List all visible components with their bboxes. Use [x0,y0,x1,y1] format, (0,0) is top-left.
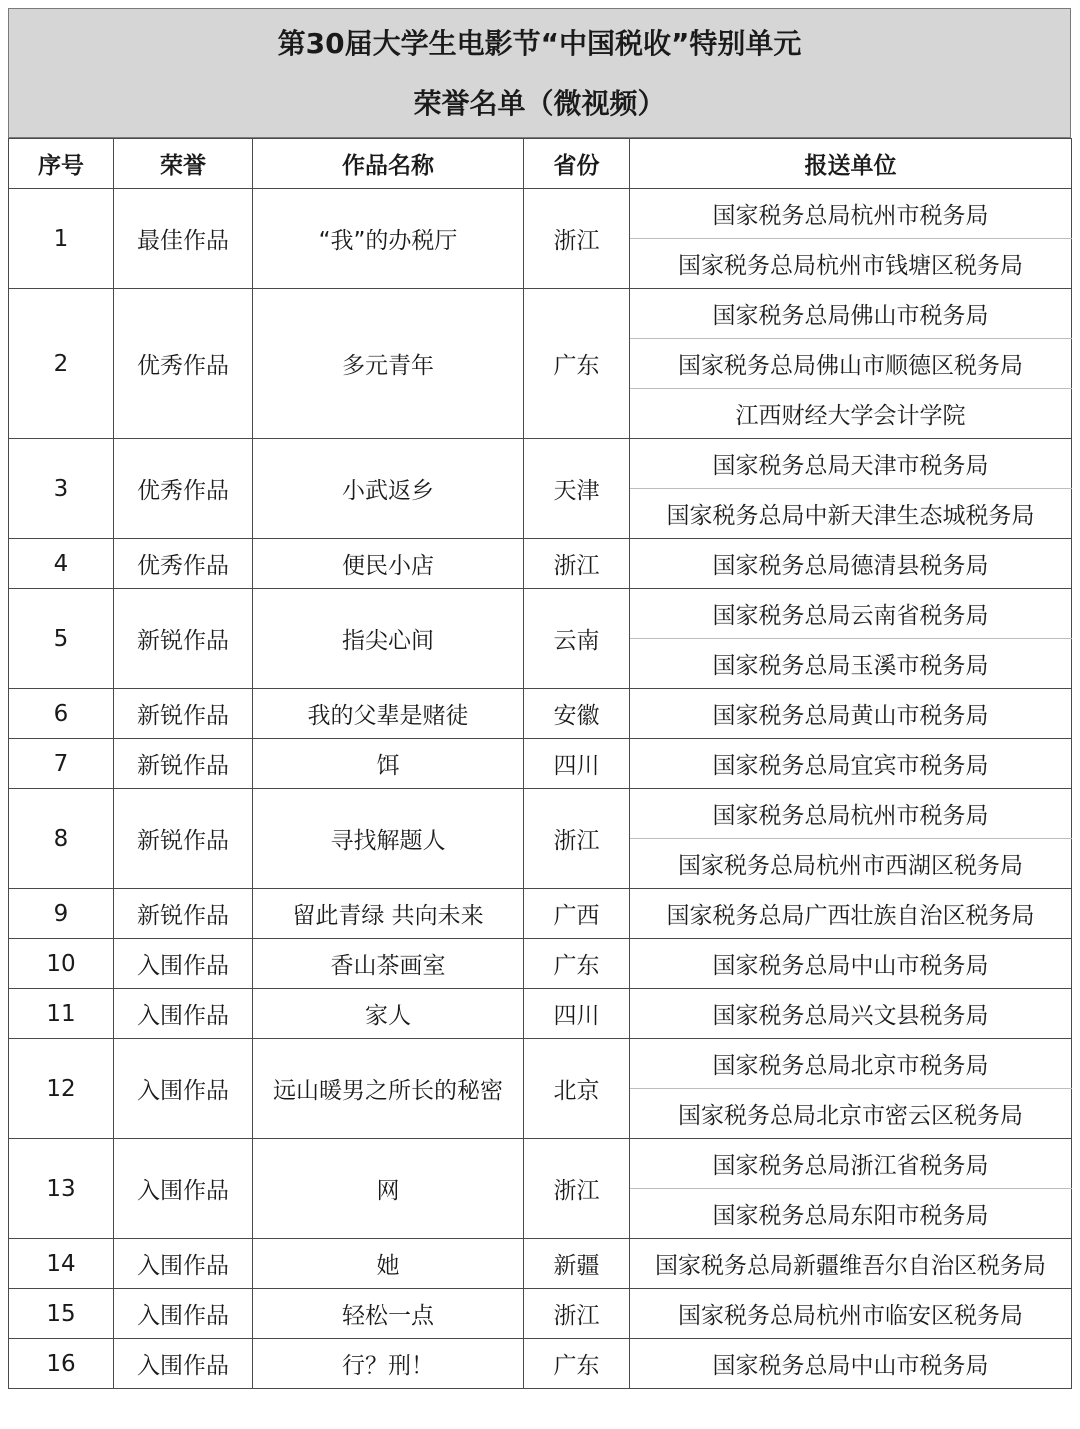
cell-work: 指尖心间 [253,589,524,689]
cell-unit: 国家税务总局杭州市税务局 [630,789,1072,839]
cell-unit: 国家税务总局天津市税务局 [630,439,1072,489]
cell-unit: 江西财经大学会计学院 [630,389,1072,439]
cell-province: 四川 [524,989,630,1039]
cell-province: 浙江 [524,789,630,889]
cell-unit: 国家税务总局中山市税务局 [630,1339,1072,1389]
cell-honor: 入围作品 [114,1289,253,1339]
cell-province: 浙江 [524,539,630,589]
cell-province: 安徽 [524,689,630,739]
cell-unit: 国家税务总局新疆维吾尔自治区税务局 [630,1239,1072,1289]
cell-no: 12 [9,1039,114,1139]
cell-no: 3 [9,439,114,539]
cell-unit: 国家税务总局德清县税务局 [630,539,1072,589]
cell-no: 1 [9,189,114,289]
cell-no: 6 [9,689,114,739]
cell-unit: 国家税务总局云南省税务局 [630,589,1072,639]
cell-honor: 入围作品 [114,989,253,1039]
cell-no: 7 [9,739,114,789]
cell-no: 2 [9,289,114,439]
cell-honor: 新锐作品 [114,739,253,789]
table-row [9,739,1072,789]
cell-unit: 国家税务总局佛山市税务局 [630,289,1072,339]
cell-work: 多元青年 [253,289,524,439]
cell-no: 5 [9,589,114,689]
cell-unit: 国家税务总局杭州市税务局 [630,189,1072,239]
honor-table [8,138,1072,1389]
cell-honor: 新锐作品 [114,689,253,739]
cell-work: 便民小店 [253,539,524,589]
table-row [9,289,1072,339]
cell-no: 14 [9,1239,114,1289]
table-row [9,189,1072,239]
cell-unit: 国家税务总局宜宾市税务局 [630,739,1072,789]
cell-honor: 优秀作品 [114,439,253,539]
cell-work: 留此青绿 共向未来 [253,889,524,939]
header-no: 序号 [9,139,114,189]
title-line-2: 荣誉名单（微视频） [413,87,666,120]
cell-honor: 入围作品 [114,1139,253,1239]
table-row [9,989,1072,1039]
cell-work: 网 [253,1139,524,1239]
table-row [9,889,1072,939]
cell-honor: 新锐作品 [114,889,253,939]
cell-unit: 国家税务总局玉溪市税务局 [630,639,1072,689]
table-row [9,1039,1072,1089]
table-row [9,1239,1072,1289]
cell-no: 4 [9,539,114,589]
cell-honor: 入围作品 [114,1339,253,1389]
cell-unit: 国家税务总局广西壮族自治区税务局 [630,889,1072,939]
table-row [9,1289,1072,1339]
header-unit: 报送单位 [630,139,1072,189]
cell-unit: 国家税务总局北京市密云区税务局 [630,1089,1072,1139]
cell-province: 广东 [524,1339,630,1389]
cell-honor: 最佳作品 [114,189,253,289]
cell-province: 广西 [524,889,630,939]
table-row [9,439,1072,489]
cell-honor: 入围作品 [114,939,253,989]
cell-unit: 国家税务总局东阳市税务局 [630,1189,1072,1239]
cell-work: 我的父辈是赌徒 [253,689,524,739]
table-row [9,539,1072,589]
header-honor: 荣誉 [114,139,253,189]
cell-work: 饵 [253,739,524,789]
cell-unit: 国家税务总局兴文县税务局 [630,989,1072,1039]
cell-work: 小武返乡 [253,439,524,539]
cell-province: 广东 [524,289,630,439]
cell-unit: 国家税务总局杭州市钱塘区税务局 [630,239,1072,289]
cell-no: 13 [9,1139,114,1239]
table-row [9,689,1072,739]
cell-no: 16 [9,1339,114,1389]
cell-province: 新疆 [524,1239,630,1289]
cell-province: 浙江 [524,1289,630,1339]
cell-unit: 国家税务总局浙江省税务局 [630,1139,1072,1189]
header-province: 省份 [524,139,630,189]
cell-province: 天津 [524,439,630,539]
cell-unit: 国家税务总局黄山市税务局 [630,689,1072,739]
cell-work: 香山茶画室 [253,939,524,989]
cell-province: 浙江 [524,1139,630,1239]
cell-work: 她 [253,1239,524,1289]
cell-honor: 优秀作品 [114,289,253,439]
cell-unit: 国家税务总局中山市税务局 [630,939,1072,989]
cell-no: 8 [9,789,114,889]
cell-work: 家人 [253,989,524,1039]
cell-province: 四川 [524,739,630,789]
cell-unit: 国家税务总局杭州市临安区税务局 [630,1289,1072,1339]
cell-work: 行？刑！ [253,1339,524,1389]
cell-honor: 入围作品 [114,1039,253,1139]
table-row [9,1139,1072,1189]
cell-unit: 国家税务总局中新天津生态城税务局 [630,489,1072,539]
cell-province: 浙江 [524,189,630,289]
cell-unit: 国家税务总局北京市税务局 [630,1039,1072,1089]
cell-no: 10 [9,939,114,989]
cell-no: 9 [9,889,114,939]
cell-province: 云南 [524,589,630,689]
table-body [9,189,1072,1389]
table-row [9,939,1072,989]
table-row [9,789,1072,839]
cell-honor: 新锐作品 [114,789,253,889]
honor-list-sheet [8,8,1071,1389]
cell-honor: 入围作品 [114,1239,253,1289]
cell-province: 广东 [524,939,630,989]
table-row [9,1339,1072,1389]
cell-province: 北京 [524,1039,630,1139]
title-block [8,8,1071,138]
cell-no: 15 [9,1289,114,1339]
cell-work: “我”的办税厅 [253,189,524,289]
title-line-1: 第30届大学生电影节“中国税收”特别单元 [277,27,802,60]
header-work: 作品名称 [253,139,524,189]
cell-honor: 新锐作品 [114,589,253,689]
cell-unit: 国家税务总局杭州市西湖区税务局 [630,839,1072,889]
cell-unit: 国家税务总局佛山市顺德区税务局 [630,339,1072,389]
cell-honor: 优秀作品 [114,539,253,589]
cell-work: 轻松一点 [253,1289,524,1339]
cell-work: 远山暖男之所长的秘密 [253,1039,524,1139]
cell-no: 11 [9,989,114,1039]
table-header-row [9,139,1072,189]
table-row [9,589,1072,639]
cell-work: 寻找解题人 [253,789,524,889]
